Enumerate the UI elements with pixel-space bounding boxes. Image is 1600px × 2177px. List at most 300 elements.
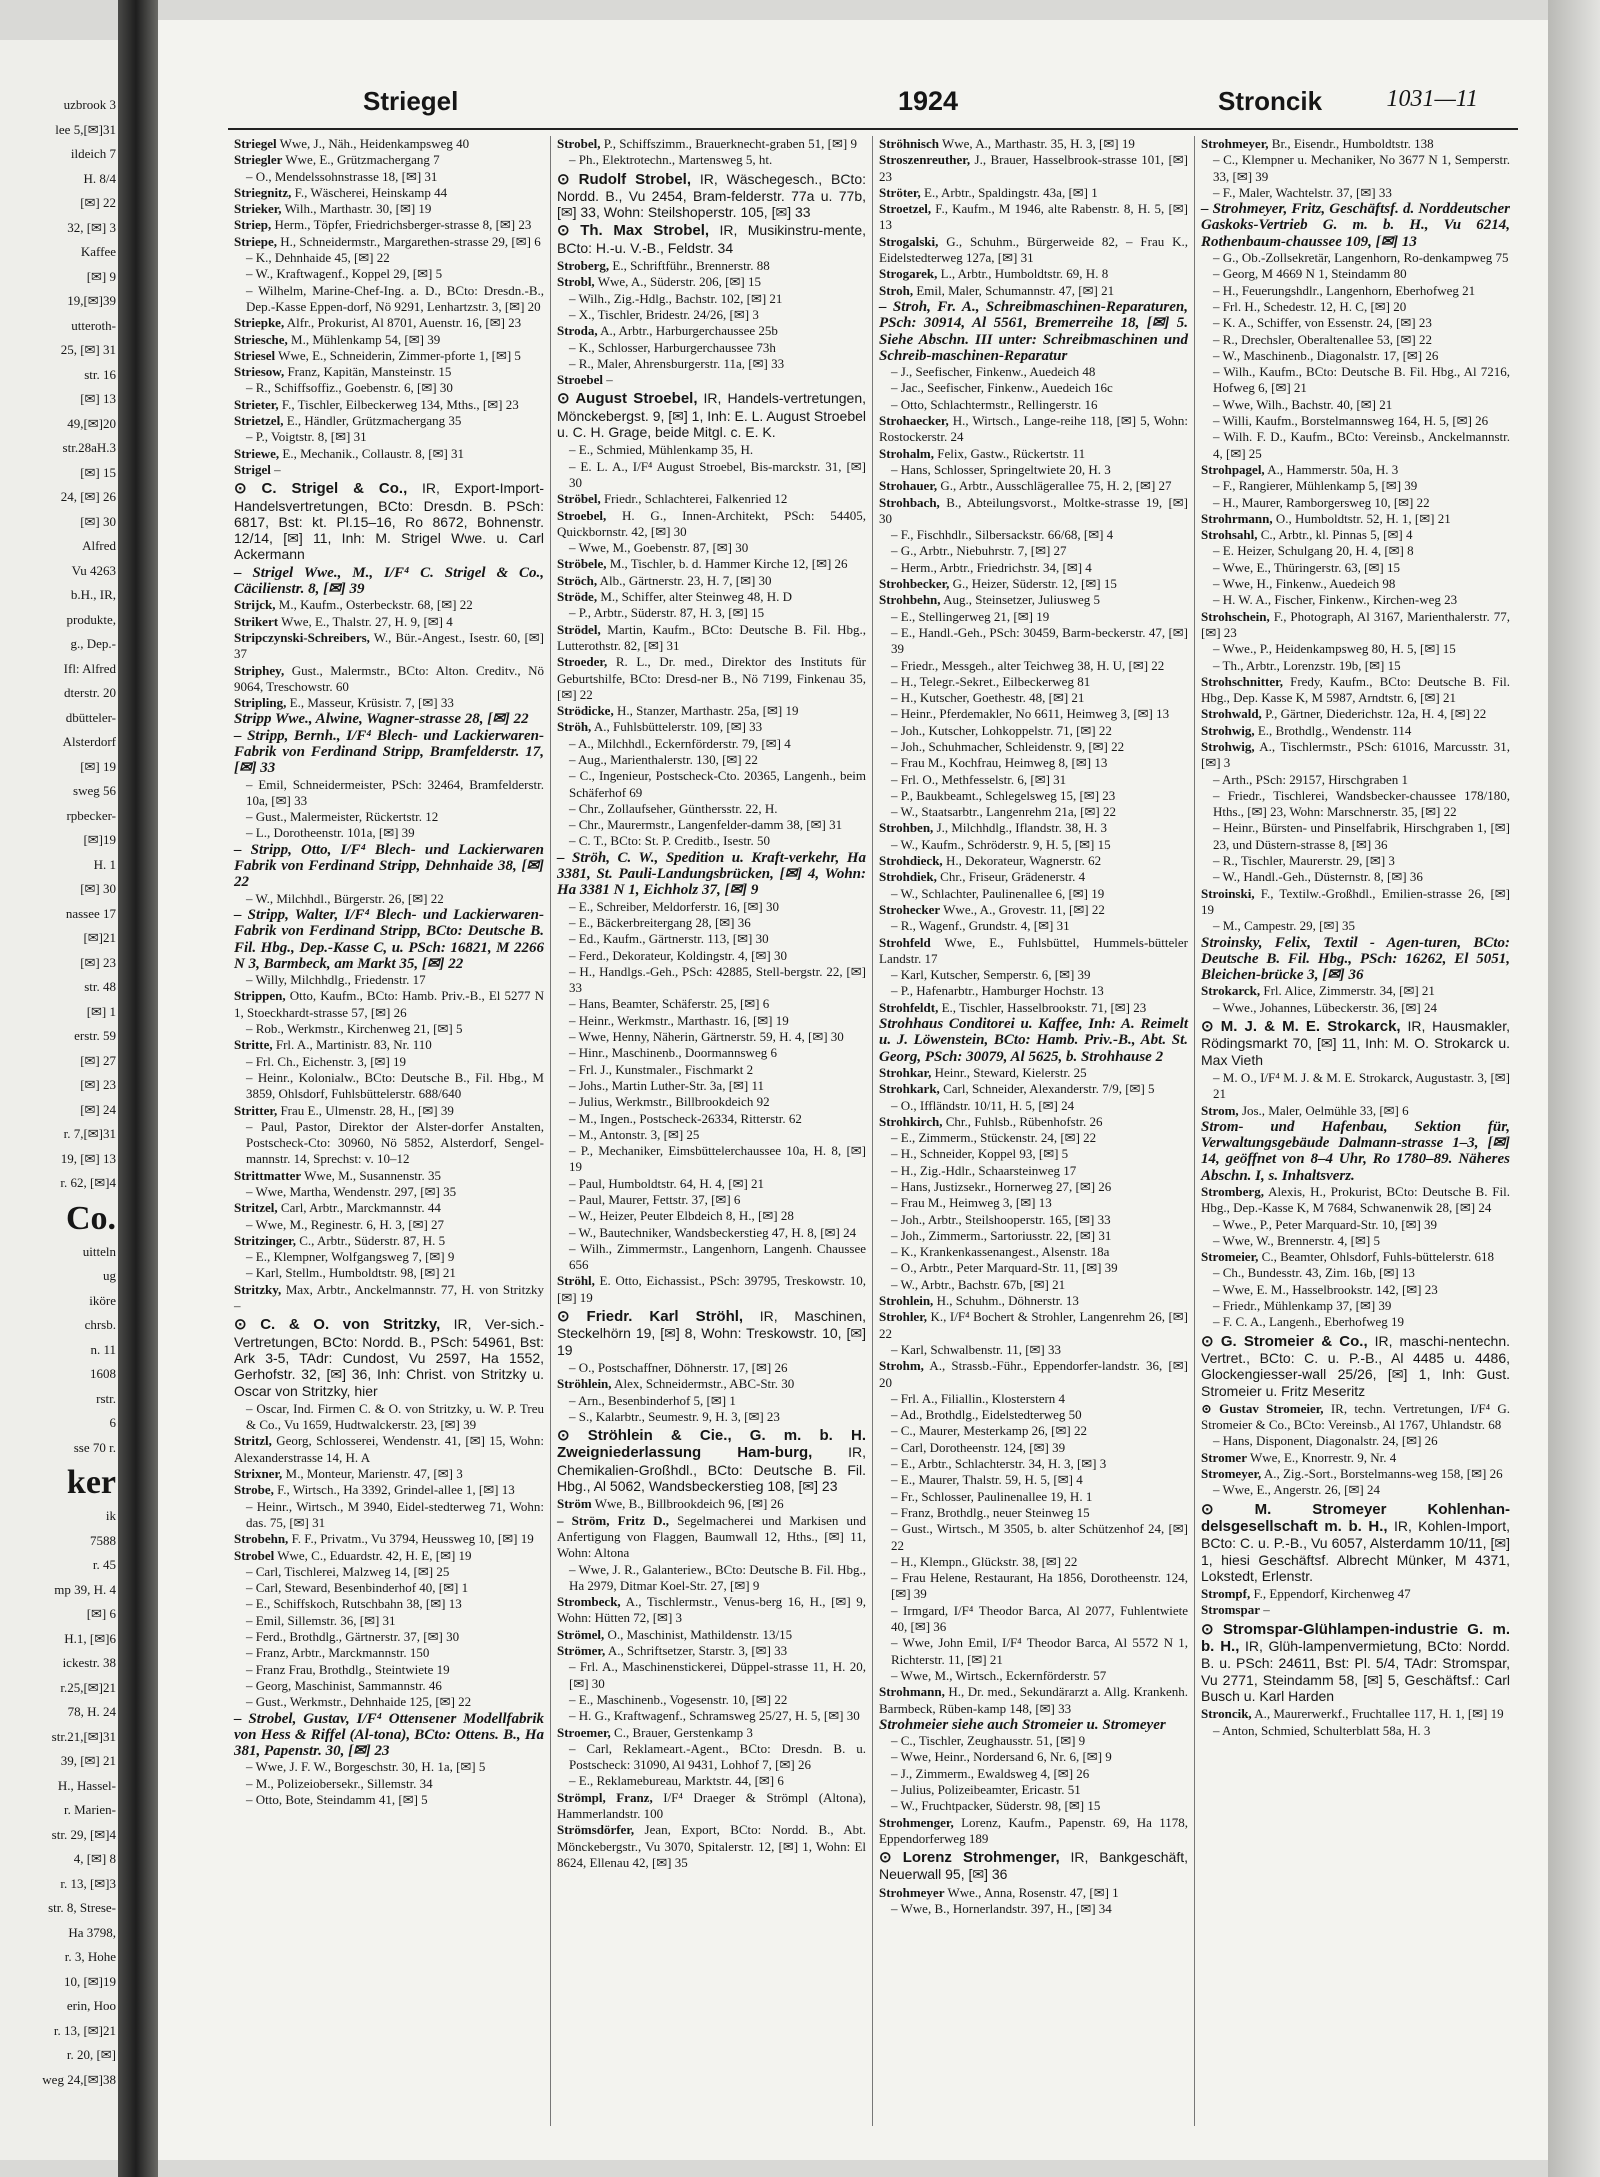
book-gutter (118, 0, 158, 2177)
entry-details: – Gust., Werkmstr., Dehnhaide 125, [✉] 22 (246, 1694, 472, 1710)
directory-entry (879, 723, 1188, 739)
facing-page-text: 1608 (90, 1366, 116, 1381)
entry-name: Ström (557, 1496, 592, 1512)
facing-page-text: [✉] 1 (86, 1003, 116, 1019)
entry-name: Stromer (1201, 1449, 1247, 1465)
entry-details: IR, Export-Import-Handelsvertretungen, BCto: Dresdn. B. PSch: 6817, Bst: kt. Pl.15–16, Ro 8672, Bohnenstr. 12/14, [✉] 11, Inh: M. Strigel Wwe. u. Carl Ackermann (234, 480, 544, 563)
entry-details: – W., Heizer, Peuter Elbdeich 8, H., [✉] 28 (569, 1208, 794, 1224)
directory-entry (557, 1741, 866, 1774)
entry-details: Otto, Kaufm., BCto: Hamb. Priv.-B., El 5277 N 1, Stoeckhardt-strasse 57, [✉] 26 (234, 988, 544, 1020)
directory-entry (557, 1643, 866, 1659)
entry-details: – Frl. H., Schedestr. 12, H. C, [✉] 20 (1213, 298, 1407, 314)
directory-entry (557, 833, 866, 849)
directory-entry (557, 964, 866, 997)
entry-details: E., Mechanik., Collaustr. 8, [✉] 31 (282, 445, 465, 461)
facing-page-text: n. 11 (90, 1341, 116, 1357)
directory-entry (1201, 332, 1510, 348)
entry-details: – Wilhelm, Marine-Chef-Ing. a. D., BCto: Dresdn.-B., Dep.-Kasse Eppen-dorf, Nö 9291, Lenhartzstr. 3, [✉] 20 (246, 282, 544, 314)
directory-entry (1201, 250, 1510, 266)
entry-details: H., Schuhm., Döhnerstr. 13 (936, 1293, 1079, 1309)
entry-details: – Johs., Martin Luther-Str. 3a, [✉] 11 (569, 1077, 765, 1093)
entry-name: Strohschein, (1201, 608, 1270, 624)
entry-details: – W., Fruchtpacker, Süderstr. 98, [✉] 15 (891, 1798, 1101, 1814)
directory-entry (879, 1195, 1188, 1211)
entry-details: G., Schuhm., Bürgerweide 82, – Frau K., Eidelstedterweg 127a, [✉] 31 (879, 233, 1189, 266)
directory-entry (234, 1711, 544, 1760)
entry-details: siehe auch Stromeier u. Stromeyer (951, 1716, 1166, 1733)
directory-page (158, 20, 1548, 2160)
directory-entry (1201, 429, 1510, 462)
entry-name: – Strohmeyer, Fritz, (1201, 201, 1326, 218)
directory-entry (1201, 1119, 1510, 1184)
entry-details: – H. G., Kraftwagenf., Schramsweg 25/27, H. 5, [✉] 30 (569, 1708, 860, 1724)
entry-details: – Paul, Maurer, Fettstr. 37, [✉] 6 (569, 1192, 741, 1207)
entry-name: Strohrmann, (1201, 510, 1273, 526)
directory-entry (557, 1725, 866, 1741)
entry-name: Strikert (234, 613, 279, 629)
entry-details: I/F⁴ Blech- und Lackierwaren-Fabrik von Ferdinand Stripp, Bramfelderstr. 17, [✉] 33 (234, 727, 545, 777)
directory-entry (879, 1081, 1188, 1097)
entry-details: H., Schneidermstr., Margarethen-strasse 29, [✉] 6 (280, 233, 541, 249)
entry-details: A., Arbtr., Harburgerchaussee 25b (600, 323, 778, 339)
directory-entry (234, 842, 544, 891)
entry-name: Strohhaus Conditorei u. Kaffee, (879, 1016, 1083, 1033)
entry-name: Strobl, (557, 274, 595, 290)
directory-entry (1201, 576, 1510, 592)
entry-details: Textil - Agen-turen, BCto: Deutsche B. Fil. Hbg., PSch: 16262, El 5051, Bleichen-brücke 3, [✉] 36 (1201, 934, 1511, 984)
facing-page-text: Kaffee (80, 244, 116, 259)
entry-details: Inh: A. Reimelt u. J. Löwenstein, BCto: Hamb. Priv.-B., Abt. St. Georg, PSch: 30079, Al 5625, b. Strohhause 2 (879, 1016, 1188, 1065)
entry-details: – Hinr., Maschinenb., Doormannsweg 6 (569, 1045, 777, 1061)
facing-page-text: r. Marien- (64, 1802, 116, 1817)
directory-entry (879, 1815, 1188, 1848)
directory-entry (1201, 1184, 1510, 1217)
entry-name: Strombeck, (557, 1594, 621, 1610)
directory-entry (879, 1146, 1188, 1162)
facing-page-text: [✉] 15 (80, 464, 116, 480)
entry-details: – W., Schlachter, Paulinenallee 6, [✉] 19 (891, 885, 1105, 901)
directory-entry (1201, 772, 1510, 788)
entry-details: – Karl, Schwalbenstr. 11, [✉] 33 (891, 1341, 1061, 1357)
entry-details: – F., Rangierer, Mühlenkamp 5, [✉] 39 (1213, 478, 1418, 494)
entry-name: Striesche, (234, 331, 288, 347)
facing-page-text: produkte, (66, 611, 116, 627)
entry-details: M., Tischler, b. d. Hammer Kirche 12, [✉] 26 (609, 556, 848, 572)
entry-details: – Frl. A., Maschinenstickerei, Düppel-strasse 11, H. 20, [✉] 30 (569, 1659, 866, 1691)
entry-name: ⊙ August Stroebel, (557, 390, 698, 408)
directory-entry (234, 1119, 544, 1168)
facing-page-text: rstr. (96, 1390, 116, 1406)
entry-name: Strigel (234, 461, 271, 477)
entry-details: Martin, Kaufm., BCto: Deutsche B. Fil. Hbg., Lutterothstr. 82, [✉] 31 (557, 621, 866, 653)
directory-entry (1201, 739, 1510, 772)
directory-entry (234, 1776, 544, 1792)
directory-entry (879, 1749, 1188, 1765)
directory-entry (557, 736, 866, 752)
entry-details: Max, Arbtr., Anckelmannstr. 77, H. von Stritzky – (234, 1281, 545, 1314)
entry-details: Spedition u. Kraft-verkehr, Ha 3381, St. Pauli-Landungsbrücken, [✉] 4, Wohn: Ha 3381 N 1, Eichholz 37, [✉] 9 (557, 849, 866, 899)
entry-details: – Hans, Beamter, Schäferstr. 25, [✉] 6 (569, 996, 770, 1012)
directory-entry (879, 1244, 1188, 1260)
entry-name: Strixner, (234, 1466, 283, 1482)
entry-details: IR, Maschinen, Steckelhörn 19, [✉] 8, Wohn: Treskowstr. 10, [✉] 19 (557, 1308, 866, 1358)
entry-name: Strohpagel, (1201, 461, 1265, 477)
entry-details: – E., Zimmerm., Stückenstr. 24, [✉] 22 (891, 1130, 1097, 1146)
facing-page-text: 4, [✉] 8 (73, 1851, 116, 1866)
entry-details: – Carl, Tischlerei, Malzweg 14, [✉] 25 (246, 1563, 450, 1579)
entry-details: – Paul, Humboldtstr. 64, H. 4, [✉] 21 (569, 1175, 765, 1191)
entry-name: – Stroh, Fr. A., (879, 298, 980, 315)
entry-name: Stroh, (879, 282, 914, 298)
entry-name: Stroetzel, (879, 201, 932, 217)
entry-details: Wwe, E., Grützmachergang 7 (285, 152, 440, 168)
entry-name: Strohwig, (1201, 722, 1255, 738)
entry-details: – W., Kraftwagenf., Koppel 29, [✉] 5 (246, 266, 443, 282)
directory-column-1 (228, 136, 550, 2126)
directory-entry (557, 1594, 866, 1627)
entry-details: – (274, 461, 281, 477)
entry-details: R. L., Dr. med., Direktor des Instituts für Geburtshilfe, BCto: Dresd-ner B., Nö 7199, Finkenau 35, [✉] 22 (557, 654, 866, 702)
facing-page-text: Vu 4263 (71, 562, 116, 578)
entry-details: Wwe, E., Knorrestr. 9, Nr. 4 (1249, 1449, 1397, 1465)
entry-details: – Wwe, E., Angerstr. 26, [✉] 24 (1213, 1482, 1380, 1498)
directory-entry (234, 1499, 544, 1532)
entry-details: – H., Kutscher, Goethestr. 48, [✉] 21 (891, 690, 1085, 706)
facing-page-text: [✉] 13 (80, 391, 116, 406)
entry-details: – Herm., Arbtr., Friedrichstr. 34, [✉] 4 (891, 559, 1092, 575)
entry-name: – Stripp, Walter, (234, 906, 339, 923)
directory-entry (879, 1098, 1188, 1114)
entry-details: – E., Reklamebureau, Marktstr. 44, [✉] 6 (569, 1773, 784, 1789)
directory-entry (557, 323, 866, 339)
entry-name: Strohler, (879, 1309, 928, 1325)
entry-details: A., Maurerwerkf., Fruchtallee 117, H. 1, [✉] 19 (1254, 1706, 1504, 1722)
entry-details: H., Dr. med., Sekundärarzt a. Allg. Krankenh. Barmbeck, Rüben-kamp 148, [✉] 33 (879, 1684, 1188, 1716)
entry-details: Frl. A., Martinistr. 83, Nr. 110 (275, 1037, 432, 1053)
directory-entry (1201, 1217, 1510, 1233)
entry-details: – M. O., I/F⁴ M. J. & M. E. Strokarck, Augustastr. 3, [✉] 21 (1213, 1069, 1510, 1102)
facing-page-text: [✉] 9 (86, 268, 116, 284)
directory-entry (557, 589, 866, 605)
directory-entry (234, 1021, 544, 1037)
entry-name: Stroncik, (1201, 1706, 1252, 1722)
entry-name: Strijck, (234, 597, 276, 613)
entry-name: Ströde, (557, 589, 598, 605)
directory-entry (557, 152, 866, 168)
entry-name: ⊙ Gustav Stromeier, (1201, 1400, 1324, 1416)
entry-details: – Joh., Schuhmacher, Schleidenstr. 9, [✉] 22 (891, 738, 1125, 754)
facing-page-text: ildeich 7 (70, 146, 116, 161)
entry-details: – Heinr., Werkmstr., Marthastr. 16, [✉] 19 (569, 1012, 789, 1028)
directory-entry (557, 390, 866, 440)
directory-entry (879, 462, 1188, 478)
entry-details: IR, Musikinstru-mente, BCto: H.-u. V.-B., Feldstr. 34 (557, 222, 866, 256)
entry-details: A., Hammerstr. 50a, H. 3 (1267, 461, 1399, 477)
entry-details: Wwe, E., Thalstr. 27, H. 9, [✉] 4 (281, 613, 453, 629)
directory-entry (557, 1029, 866, 1045)
entry-details: – S., Kalarbtr., Seumestr. 9, H. 3, [✉] 23 (569, 1408, 780, 1424)
entry-name: Strieker, (234, 201, 282, 217)
facing-page-text: sse 70 r. (73, 1439, 116, 1455)
entry-details: Wwe, M., Susannenstr. 35 (304, 1167, 442, 1183)
directory-entry (234, 1316, 544, 1398)
directory-entry (557, 222, 866, 256)
directory-entry (879, 918, 1188, 934)
directory-entry (1201, 918, 1510, 934)
entry-details: F., Tischler, Eilbeckerweg 134, Mths., [✉] 23 (281, 396, 519, 412)
facing-page-text: erstr. 59 (74, 1028, 116, 1043)
entry-details: – Wwe, E., Thüringerstr. 63, [✉] 15 (1213, 559, 1400, 575)
directory-entry (234, 283, 544, 316)
directory-entry (879, 1798, 1188, 1814)
facing-page-text: ug (103, 1268, 116, 1283)
entry-name: Ströh, (557, 719, 592, 735)
directory-entry (879, 413, 1188, 446)
entry-details: – Willy, Milchhdlg., Friedenstr. 17 (246, 972, 426, 988)
entry-details: Alb., Gärtnerstr. 23, H. 7, [✉] 30 (599, 572, 772, 588)
entry-details: – Fr., Schlosser, Paulinenallee 19, H. 1 (891, 1488, 1093, 1504)
entry-details: – E., Schiffskoch, Rutschbahn 38, [✉] 13 (246, 1596, 462, 1612)
entry-details: – Wwe, J. F. W., Borgeschstr. 30, H. 1a, [✉] 5 (246, 1759, 486, 1775)
entry-details: K., I/F⁴ Bochert & Strohler, Langenrehm 26, [✉] 22 (879, 1309, 1188, 1341)
entry-details: F., Wäscherei, Heinskamp 44 (294, 184, 448, 200)
entry-details: – E., Stellingerweg 21, [✉] 19 (891, 608, 1050, 624)
entry-name: Strogalski, (879, 233, 939, 249)
directory-entry (879, 1130, 1188, 1146)
directory-entry (879, 364, 1188, 380)
entry-details: – Franz Frau, Brothdlg., Steintwiete 19 (246, 1661, 450, 1677)
header-year: 1924 (898, 86, 959, 116)
directory-entry (879, 397, 1188, 413)
entry-details: – Oscar, Ind. Firmen C. & O. von Stritzky, u. W. P. Treu & Co., Vu 1659, Hudtwalckerstr. 23, [✉] 39 (246, 1400, 544, 1433)
directory-entry (879, 820, 1188, 836)
directory-entry (234, 201, 544, 217)
entry-details: A., Schriftsetzer, Starstr. 3, [✉] 33 (607, 1643, 788, 1659)
facing-page-text: Ha 3798, (68, 1924, 116, 1940)
entry-details: Geschäftsf. d. Norddeutscher Gaskoks-Vertrieb G. m. b. H., Vu 6214, Rothenbaum-chaussee 109, [✉] 13 (1201, 201, 1511, 250)
entry-details: – Emil, Sillemstr. 36, [✉] 31 (246, 1612, 396, 1628)
entry-details: – O., Mendelssohnstrasse 18, [✉] 31 (246, 168, 438, 184)
directory-entry (879, 983, 1188, 999)
directory-entry (557, 1659, 866, 1692)
directory-entry (557, 1427, 866, 1494)
facing-page-text: 39, [✉] 21 (60, 1753, 116, 1768)
entry-name: ⊙ M. J. & M. E. Strokarck, (1201, 1018, 1401, 1036)
entry-name: ⊙ M. Stromeyer Kohlenhan-delsgesellschaft m. b. H., (1201, 1500, 1510, 1535)
entry-details: – P., Baukbeamt., Schlegelsweg 15, [✉] 23 (891, 787, 1116, 803)
directory-entry (234, 597, 544, 613)
entry-name: Strödicke, (557, 703, 614, 719)
directory-entry (234, 332, 544, 348)
directory-entry (234, 1401, 544, 1434)
entry-name: Striep, (234, 217, 272, 233)
entry-name: Stroemer, (557, 1724, 611, 1740)
entry-name: Strohdieck, (879, 853, 943, 869)
entry-name: Stroebel, (557, 507, 607, 523)
directory-entry (1201, 886, 1510, 919)
entry-details: – Ch., Bundesstr. 43, Zim. 16b, [✉] 13 (1213, 1265, 1415, 1281)
entry-details: – K. A., Schiffer, von Essenstr. 24, [✉] 23 (1213, 315, 1432, 331)
directory-entry (879, 1733, 1188, 1749)
directory-entry (879, 1472, 1188, 1488)
entry-details: – Wwe, J. R., Galanteriew., BCto: Deutsche B. Fil. Hbg., Ha 2979, Ditmar Koel-Str. 27, [✉] 9 (569, 1561, 866, 1593)
directory-entry (234, 1054, 544, 1070)
entry-details: E. Otto, Eichassist., PSch: 39795, Treskowstr. 10, [✉] 19 (557, 1273, 866, 1305)
entry-details: – F. C. A., Langenh., Eberhofweg 19 (1213, 1314, 1405, 1330)
entry-details: – H., Schneider, Koppel 93, [✉] 5 (891, 1146, 1069, 1162)
entry-details: – R., Wagenf., Grundstr. 4, [✉] 31 (891, 918, 1070, 934)
entry-name: Strohm, (879, 1358, 924, 1374)
entry-details: – F., Maler, Wachtelstr. 37, [✉] 33 (1213, 184, 1392, 200)
facing-page-text: g., Dep.- (70, 636, 116, 651)
entry-name: ⊙ Lorenz Strohmenger, (879, 1849, 1060, 1867)
directory-entry (1201, 136, 1510, 152)
directory-entry (234, 480, 544, 562)
entry-details: – Wwe, W., Brennerstr. 4, [✉] 5 (1213, 1232, 1380, 1248)
entry-name: Stripp Wwe., Alwine, (234, 711, 363, 728)
entry-details: Schreibmaschinen-Reparaturen, PSch: 30914, Al 5561, Bremerreihe 18, [✉] 5. Siehe Abschn. III unter: Schreibmaschinen und Schreib-maschinen-Reparatur (879, 298, 1189, 364)
entry-details: Chr., Fuhlsb., Rübenhofstr. 26 (945, 1113, 1103, 1129)
facing-page-text: 49,[✉]20 (67, 415, 116, 431)
entry-details: – Ferd., Dekorateur, Koldingstr. 4, [✉] 30 (569, 947, 787, 963)
entry-name: Stritter, (234, 1102, 278, 1118)
directory-entry (879, 446, 1188, 462)
directory-entry (1201, 706, 1510, 722)
facing-page-fragment (0, 40, 120, 2160)
directory-entry (557, 1045, 866, 1061)
facing-page-text: [✉] 19 (80, 758, 116, 774)
running-header (228, 80, 1518, 122)
directory-entry (234, 348, 544, 364)
directory-entry (1201, 1706, 1510, 1722)
entry-name: Ströbele, (557, 556, 607, 572)
entry-details: – Friedr., Mühlenkamp 37, [✉] 39 (1213, 1298, 1392, 1314)
entry-name: Striepke, (234, 315, 285, 331)
directory-entry (1201, 1233, 1510, 1249)
directory-entry (1201, 478, 1510, 494)
directory-entry (1201, 1333, 1510, 1399)
directory-entry (879, 1212, 1188, 1228)
entry-details: – Friedr., Messgeh., alter Teichweg 38, H. U, [✉] 22 (891, 657, 1165, 673)
entry-details: – Georg, M 4669 N 1, Steindamm 80 (1213, 266, 1407, 282)
facing-page-text: Alfred (82, 538, 116, 553)
facing-page-text: str.28aH.3 (62, 440, 116, 455)
directory-entry (879, 1570, 1188, 1603)
entry-details: – O., Postschaffner, Döhnerstr. 17, [✉] 26 (569, 1359, 788, 1375)
entry-details: I/F⁴ C. Strigel & Co., Cäcilienstr. 8, [✉] 39 (234, 564, 545, 598)
entry-details: Wwe, E., Fuhlsbüttel, Hummels-bütteler Landstr. 17 (879, 934, 1188, 966)
entry-details: – Hans, Justizsekr., Hornerweg 27, [✉] 26 (891, 1179, 1112, 1194)
directory-entry (1201, 1501, 1510, 1584)
directory-entry (234, 565, 544, 598)
directory-entry (879, 1000, 1188, 1016)
facing-page-text: H.1, [✉]6 (64, 1630, 116, 1646)
entry-details: F., Wirtsch., Ha 3392, Grindel-allee 1, [✉] 13 (277, 1482, 515, 1498)
entry-details: J., Milchhdlg., Iflandstr. 38, H. 3 (936, 820, 1107, 836)
directory-entry (557, 1822, 866, 1871)
entry-details: – Georg, Maschinist, Sammannstr. 46 (246, 1677, 442, 1693)
directory-entry (879, 576, 1188, 592)
directory-entry (879, 1228, 1188, 1244)
directory-entry (234, 1070, 544, 1103)
directory-entry (234, 234, 544, 250)
entry-details: – Chr., Maurermstr., Langenfelder-damm 38, [✉] 31 (569, 817, 843, 833)
directory-entry (557, 307, 866, 323)
entry-details: – H., Telegr.-Sekret., Eilbeckerweg 81 (891, 673, 1091, 689)
entry-details: – Julius, Werkmstr., Billbrookdeich 92 (569, 1094, 770, 1110)
directory-entry (557, 1692, 866, 1708)
entry-name: Stroinsky, Felix, (1201, 934, 1312, 951)
directory-entry (234, 364, 544, 380)
entry-details: – E., Klempner, Wolfgangsweg 7, [✉] 9 (246, 1249, 455, 1265)
directory-entry (557, 274, 866, 290)
entry-details: Alfr., Prokurist, Al 8701, Auenstr. 16, [✉] 23 (286, 315, 522, 331)
directory-entry (879, 527, 1188, 543)
directory-entry (1201, 1314, 1510, 1330)
entry-details: E., Tischler, Hasselbrookstr. 71, [✉] 23 (941, 999, 1147, 1015)
directory-entry (234, 711, 544, 727)
entry-details: – E., Schreiber, Meldorferstr. 16, [✉] 30 (569, 898, 780, 914)
entry-name: Strom- und Hafenbau, Sektion für, (1201, 1118, 1510, 1135)
entry-details: – Heinr., Bürsten- und Pinselfabrik, Hirschgraben 1, [✉] 23, und Düstern-strasse 8, [✉] 36 (1213, 820, 1510, 852)
entry-name: Strödel, (557, 621, 601, 637)
entry-details: L., Arbtr., Humboldtstr. 69, H. 8 (940, 266, 1109, 282)
directory-entry (557, 719, 866, 735)
facing-page-text: lee 5,[✉]31 (55, 121, 116, 137)
entry-name: Strohkar, (879, 1064, 932, 1080)
entry-details: – W., Staatsarbtr., Langenrehm 21a, [✉] 22 (891, 804, 1116, 820)
entry-name: Stromeyer, (1201, 1466, 1262, 1482)
directory-entry (879, 1603, 1188, 1636)
entry-details: Wwe, A., Marthastr. 35, H. 3, [✉] 19 (941, 136, 1135, 151)
directory-entry (879, 1065, 1188, 1081)
entry-details: – Arth., PSch: 29157, Hirschgraben 1 (1213, 771, 1408, 787)
facing-page-text: iköre (89, 1292, 116, 1308)
entry-details: – Otto, Bote, Steindamm 41, [✉] 5 (246, 1791, 428, 1807)
entry-details: – Wilh., Zimmermstr., Langenhorn, Langenh. Chaussee 656 (569, 1240, 866, 1273)
entry-name: Strömer, (557, 1643, 606, 1659)
directory-entry (1201, 592, 1510, 608)
facing-page-text: 6 (109, 1415, 116, 1430)
entry-name: Stritzl, (234, 1433, 272, 1449)
entry-details: – Ph., Elektrotechn., Martensweg 5, ht. (569, 152, 773, 168)
entry-details: Wwe, J., Näh., Heidenkampsweg 40 (279, 136, 470, 151)
entry-details: – Wwe, Martha, Wendenstr. 297, [✉] 35 (246, 1184, 457, 1199)
directory-entry (879, 674, 1188, 690)
entry-details: – Carl, Steward, Besenbinderhof 40, [✉] 1 (246, 1580, 469, 1596)
facing-page-text: sweg 56 (73, 783, 116, 798)
directory-entry (557, 1496, 866, 1512)
entry-details: – E., Handl.-Geh., PSch: 30459, Barm-beckerstr. 47, [✉] 39 (891, 624, 1188, 657)
entry-details: – Irmgard, I/F⁴ Theodor Barca, Al 2077, Fuhlentwiete 40, [✉] 36 (891, 1602, 1188, 1635)
entry-details: – E., Schmied, Mühlenkamp 35, H. (569, 442, 754, 458)
entry-details: – X., Tischler, Bridestr. 24/26, [✉] 3 (569, 306, 759, 322)
entry-name: Strohbach, (879, 494, 940, 510)
directory-entry (1201, 1482, 1510, 1498)
facing-page-text: Co. (65, 1199, 116, 1237)
entry-details: A., Tischlermstr., PSch: 61016, Marcusstr. 31, [✉] 3 (1201, 738, 1510, 771)
facing-page-text: chrsb. (84, 1317, 116, 1332)
directory-entry (1201, 1249, 1510, 1265)
directory-entry (234, 777, 544, 810)
entry-details: Emil, Maler, Schumannstr. 47, [✉] 21 (916, 282, 1115, 298)
directory-entry (234, 413, 544, 429)
directory-columns (228, 136, 1518, 2126)
entry-details: IR, Handels-vertretungen, Mönckebergst. 9, [✉] 1, Inh: E. L. August Stroebel u. C. H. Grage, beide Mitgl. c. E. K. (557, 390, 867, 441)
directory-entry (1201, 266, 1510, 282)
directory-entry (234, 907, 544, 972)
directory-entry (879, 592, 1188, 608)
